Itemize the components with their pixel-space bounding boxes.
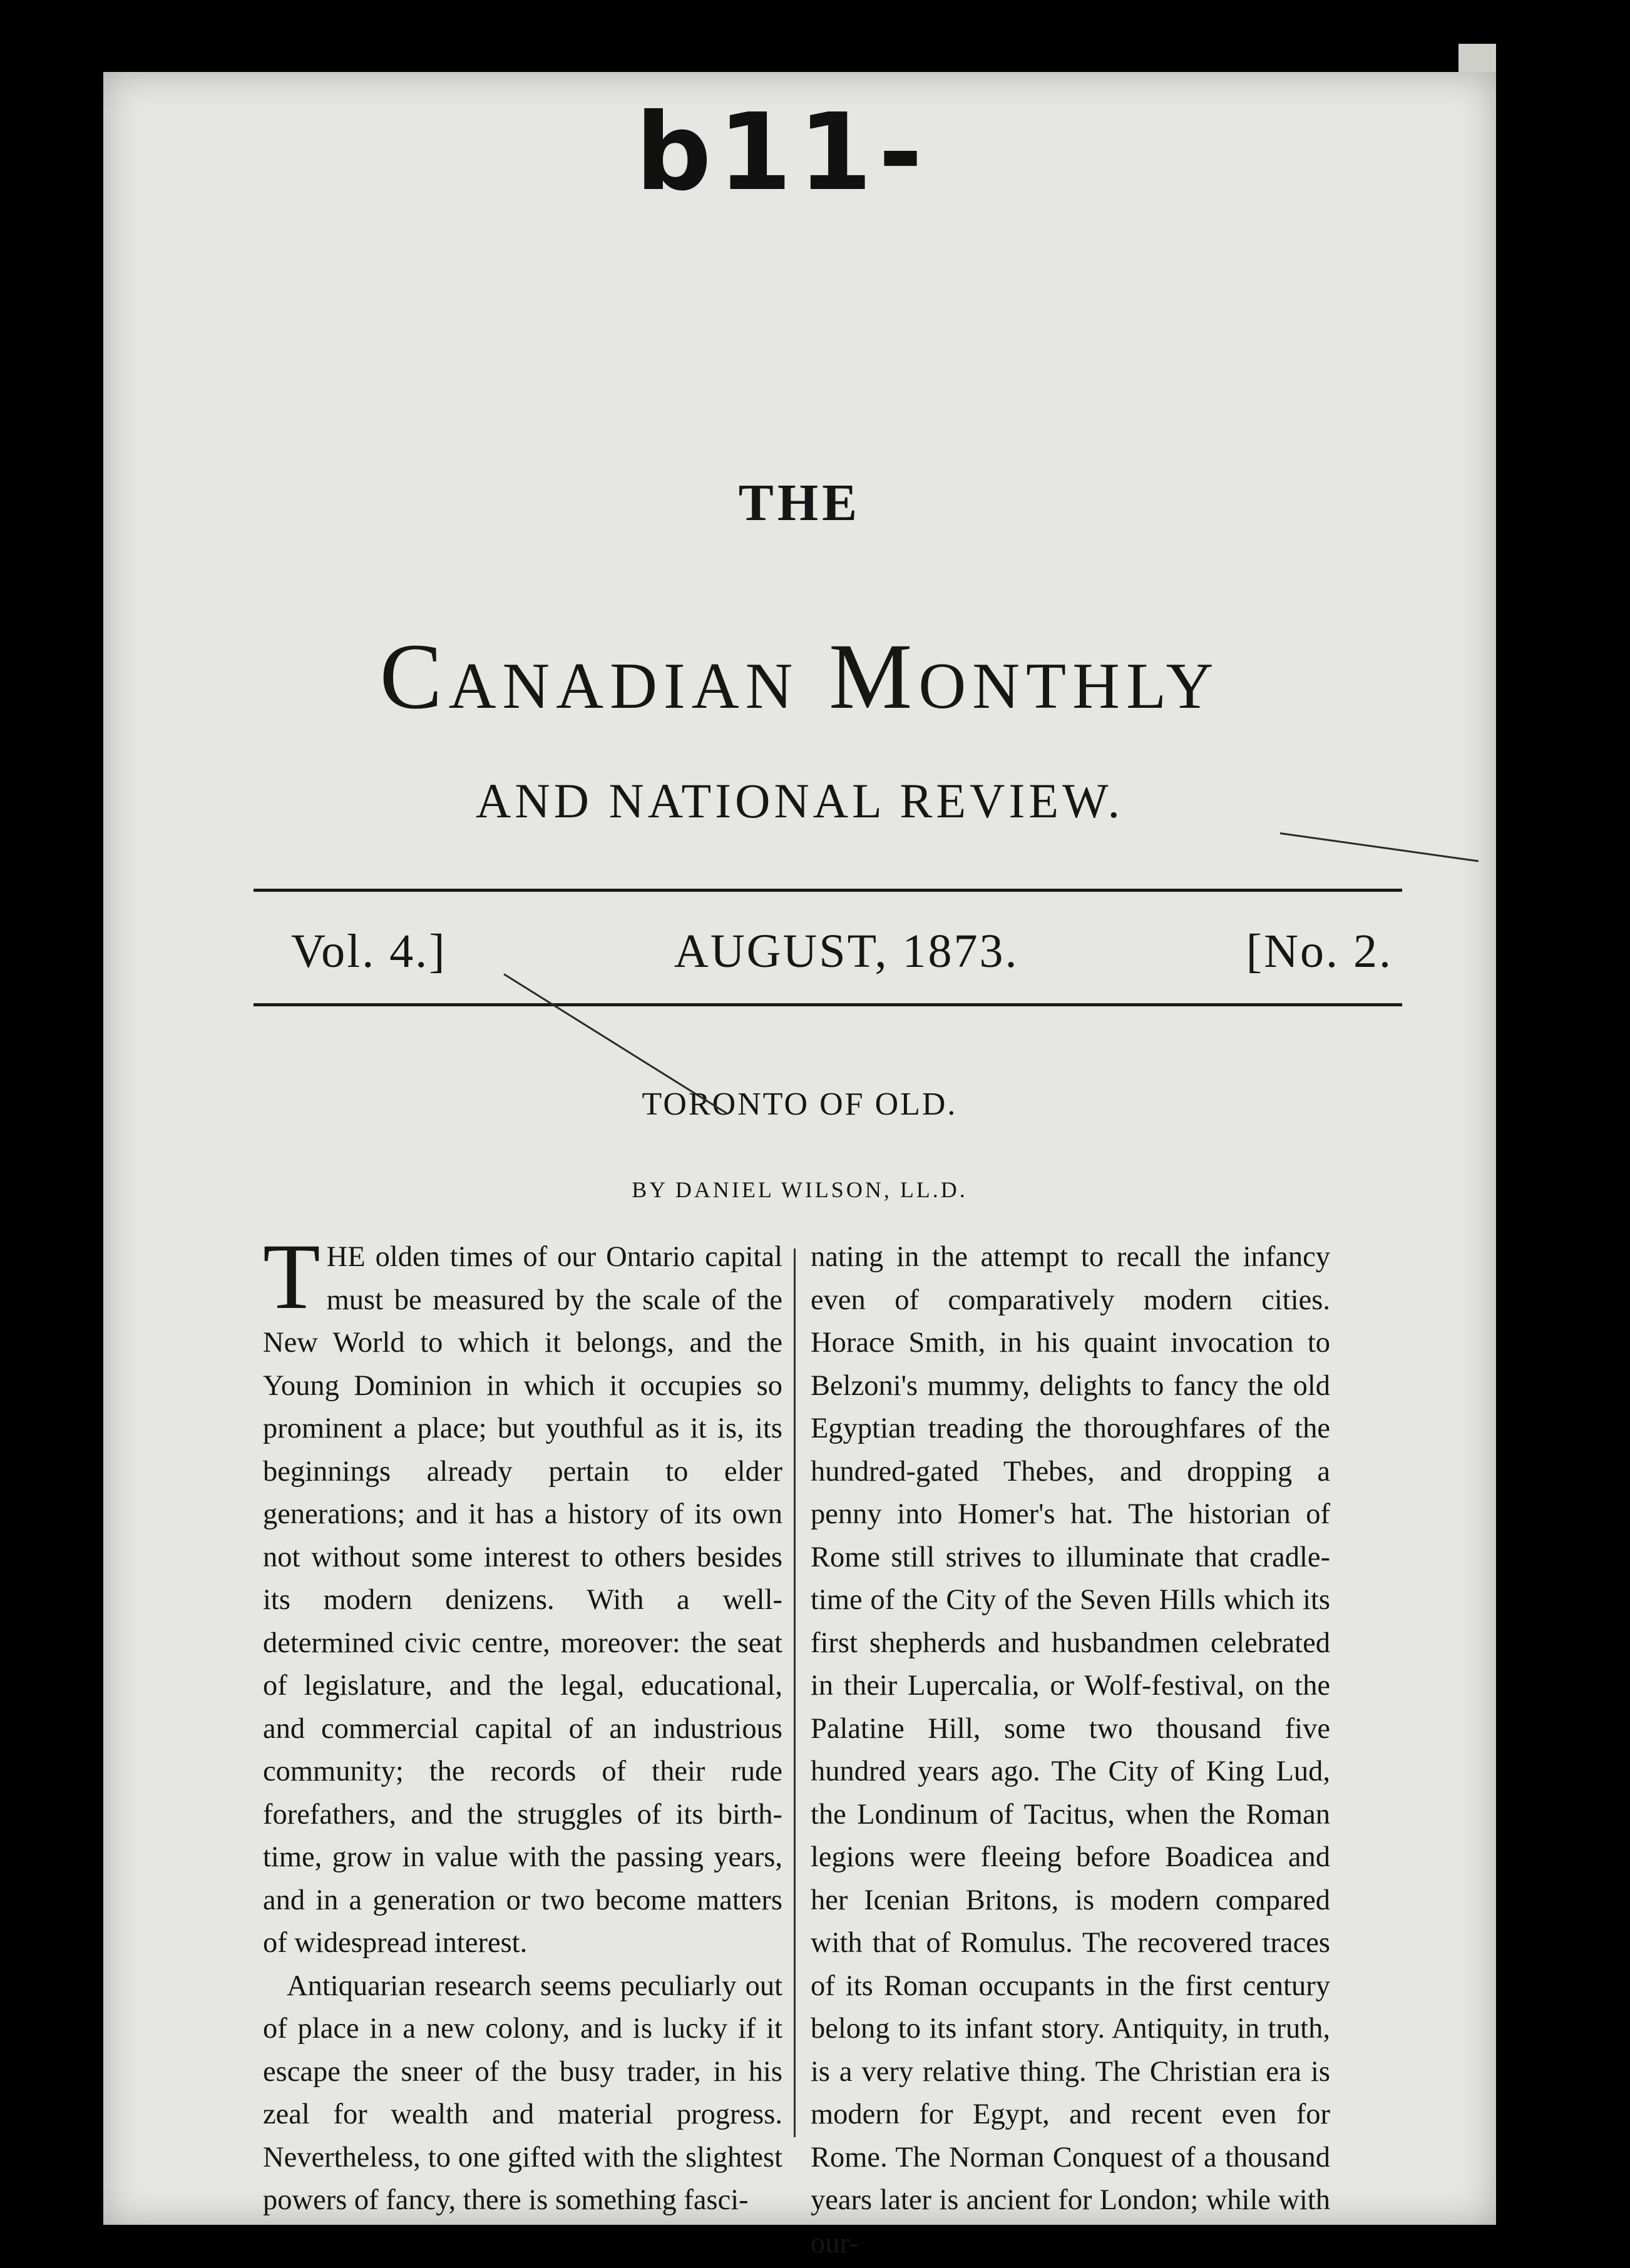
masthead-title: Canadian Monthly xyxy=(379,625,1220,728)
issue-rule-bottom xyxy=(254,1003,1402,1006)
issue-rule-top xyxy=(254,889,1402,892)
column-divider xyxy=(794,1249,796,2137)
volume-label: Vol. 4.] xyxy=(291,924,447,978)
left-paragraph-1-text: HE olden times of our Ontario capital must be measured by the scale of the New World to which it belongs, and the Young Dominion in which it occupies so prominent a place; but youthful as it is, its beginnings already pertain to elder generations; and it has a history of its own not without some interest to others besides its modern denizens. With a well-determined civic centre, moreover: the seat of legislature, and the legal, educational, and commercial capital of an industrious community; the records of their rude forefathers, and the struggles of its birth-time, grow in value with the passing years, and in a generation or two become matters of widespread interest. xyxy=(263,1241,782,1959)
issue-number: [No. 2. xyxy=(1246,924,1393,978)
left-paragraph-2: Antiquarian research seems peculiarly out of place in a new colony, and is lucky if it escape the sneer of the busy trader, in his zeal for wealth and material progress. Nevertheless, to one gifted with the slightest powers of fancy, there is something fasci- xyxy=(263,1969,782,2216)
article-left-column xyxy=(263,1225,782,2222)
issue-line xyxy=(291,920,1393,983)
issue-date: AUGUST, 1873. xyxy=(674,924,1019,978)
article-right-column xyxy=(811,1236,1330,2265)
article-byline: BY DANIEL WILSON, LL.D. xyxy=(632,1177,968,1202)
left-paragraph-1 xyxy=(263,1225,782,1965)
handwritten-note: b11- xyxy=(635,91,929,215)
article-title: TORONTO OF OLD. xyxy=(642,1086,958,1122)
right-paragraph-1: nating in the attempt to recall the infancy even of comparatively modern cities. Horace Smith, in his quaint invocation to Belzoni's mummy, delights to fancy the old Egyptian treading the thoroughfares of the hundred-gated Thebes, and dropping a penny into Homer's hat. The historian of Rome still strives to illuminate that cradle-time of the City of the Seven Hills which its first shepherds and husbandmen celebrated in their Lupercalia, or Wolf-festival, on the Palatine Hill, some two thousand five hundred years ago. The City of King Lud, the Londinum of Tacitus, when the Roman legions were fleeing before Boadicea and her Icenian Britons, is modern compared with that of Romulus. The recovered traces of its Roman occupants in the first century belong to its infant story. Antiquity, in truth, is a very relative thing. The Christian era is modern for Egypt, and recent even for Rome. The Norman Conquest of a thousand years later is ancient for London; while with our- xyxy=(811,1241,1330,2259)
masthead-subtitle: AND NATIONAL REVIEW. xyxy=(476,774,1124,828)
masthead-the: THE xyxy=(738,474,861,532)
magazine-page xyxy=(103,72,1496,2259)
drop-cap: T xyxy=(263,1225,320,1329)
pen-stroke-mark xyxy=(1280,832,1479,862)
